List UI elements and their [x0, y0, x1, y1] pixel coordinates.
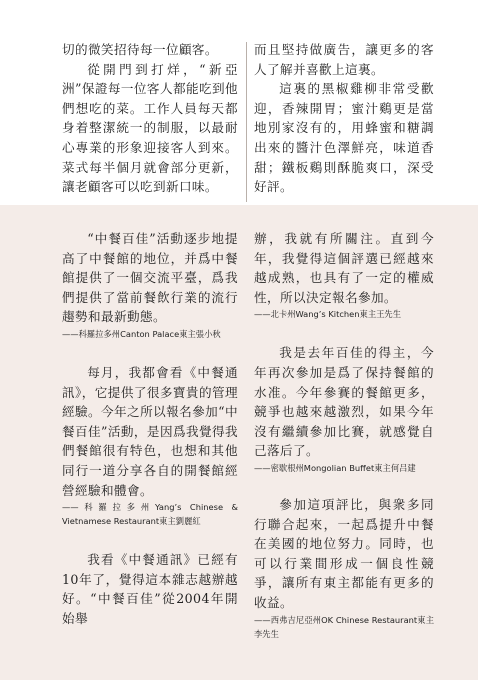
- paragraph: 切的微笑招待每一位顧客。: [62, 42, 218, 57]
- testimonials-left-column: [62, 229, 238, 629]
- testimonial-signature: ——科羅拉多州Yang’s Chinese & Vietnamese Restaurant東主劉麗紅: [62, 502, 238, 527]
- testimonial-signature: ——北卡州Wang’s Kitchen東主王先生: [254, 309, 402, 320]
- testimonials-section: [0, 205, 478, 680]
- testimonials-right-column: [254, 229, 434, 641]
- testimonial-signature: ——西弗吉尼亞州OK Chinese Restaurant東主李先生: [254, 614, 434, 639]
- article-continuation-section: [0, 0, 478, 205]
- testimonial-signature: ——密歇根州Mongolian Buffet東主何吕建: [254, 462, 416, 473]
- paragraph: 這裏的黑椒雞柳非常受歡迎，香辣開胃；蜜汁鷄更是當地別家沒有的，用蜂蜜和糖調出來的醬汁色澤鮮亮，味道香甜；鐵板鷄則酥脆爽口，深受好評。: [254, 81, 434, 195]
- top-left-column: [62, 40, 238, 197]
- testimonial-quote: 我看《中餐通訊》已經有10年了，覺得這本雜志越辦越好。“中餐百佳”從2004年開始舉: [62, 552, 238, 626]
- testimonial-quote: 參加這項評比，與衆多同行聯合起來，一起爲提升中餐在美國的地位努力。同時，也可以行業間形成一個良性競爭，讓所有東主都能有更多的收益。: [254, 496, 434, 610]
- testimonial-quote: 每月，我都會看《中餐通訊》，它提供了很多寶貴的管理經驗。今年之所以報名參加“中餐百佳”活動，是因爲我覺得我們餐館很有特色，也想和其他同行一道分享各自的開餐館經營經驗和體會。: [62, 364, 238, 498]
- paragraph: 從開門到打烊，“新亞洲”保證每一位客人都能吃到他們想吃的菜。工作人員每天都身着整潔統一的制服，以最耐心專業的形象迎接客人到來。菜式每半個月就會部分更新，讓老顧客可以吃到新口味。: [62, 61, 238, 195]
- paragraph: 而且堅持做廣告，讓更多的客人了解并喜歡上這裏。: [254, 42, 434, 77]
- column-divider: [246, 42, 247, 202]
- testimonial-quote: 我是去年百佳的得主，今年再次參加是爲了保持餐館的水准。今年參賽的餐館更多，競爭也越來越激烈，如果今年沒有繼續參加比賽，就感覺自己落后了。: [254, 345, 434, 459]
- top-right-column: [254, 40, 434, 197]
- testimonial-quote: 辦，我就有所關注。直到今年，我覺得這個評選已經越來越成熟，也具有了一定的權威性，所以決定報名參加。: [254, 231, 434, 305]
- testimonial-quote: “中餐百佳”活動逐步地提高了中餐館的地位，并爲中餐館提供了一個交流平臺，爲我們提供了當前餐飲行業的流行趨勢和最新動態。: [62, 231, 238, 325]
- testimonial-signature: ——科羅拉多州Canton Palace東主張小秋: [62, 328, 221, 339]
